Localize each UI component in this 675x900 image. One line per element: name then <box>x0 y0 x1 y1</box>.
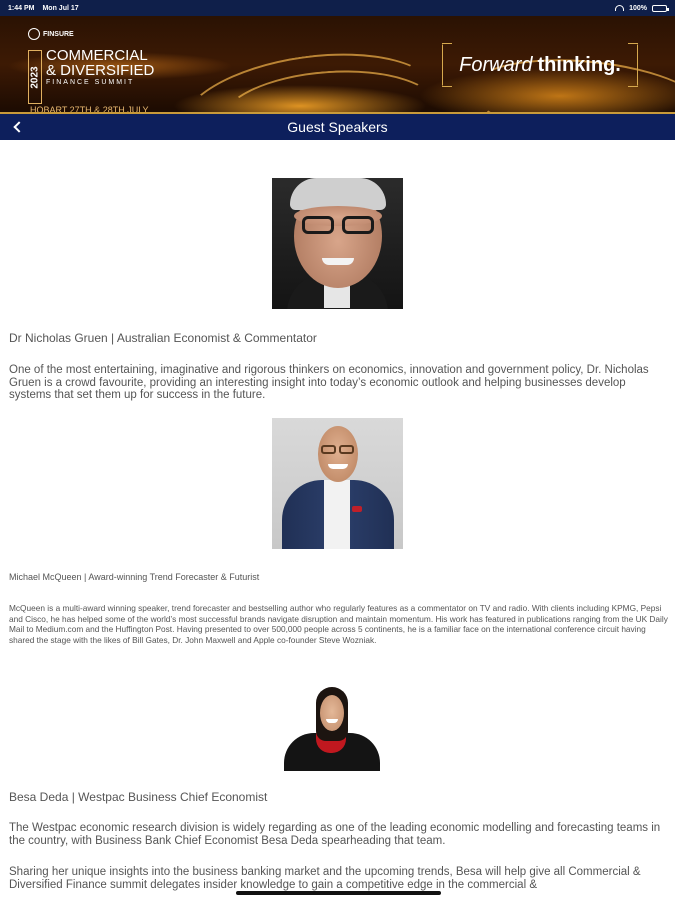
summit-title-line3: FINANCE SUMMIT <box>46 79 135 86</box>
tagline <box>442 44 638 86</box>
speaker-name: Besa Deda | Westpac Business Chief Economist <box>9 790 268 804</box>
summit-title <box>46 48 154 88</box>
chevron-left-icon <box>13 121 24 132</box>
home-indicator[interactable] <box>236 891 441 895</box>
status-right <box>615 5 667 12</box>
finsure-logo-icon <box>28 28 40 40</box>
speaker-photo-besa-deda <box>280 685 382 771</box>
tagline-light: Forward <box>459 53 533 76</box>
photo-shirt <box>324 480 350 549</box>
status-bar <box>0 0 675 16</box>
battery-icon <box>652 5 667 12</box>
speaker-bio: One of the most entertaining, imaginative and rigorous thinkers on economics, innovation and government policy, Dr. Nicholas Gruen is a crowd favourite, providing an interesting insight into today’s economic outlook and helping businesses develop systems that set them up for success in the future. <box>9 364 649 401</box>
speaker-photo-nicholas-gruen <box>272 178 403 309</box>
tagline-bold: thinking. <box>537 53 621 76</box>
photo-glasses-left <box>321 445 336 454</box>
battery-percent: 100% <box>629 4 647 12</box>
status-time: 1:44 PM <box>8 4 35 12</box>
photo-head <box>320 695 344 731</box>
photo-pocket-square <box>352 506 362 512</box>
speaker-name: Michael McQueen | Award-winning Trend Forecaster & Futurist <box>9 572 260 582</box>
status-date: Mon Jul 17 <box>42 4 79 12</box>
photo-glasses-left <box>302 216 334 234</box>
speaker-photo-michael-mcqueen <box>272 418 403 549</box>
event-banner <box>0 16 675 112</box>
photo-smile <box>322 258 354 265</box>
speaker-name: Dr Nicholas Gruen | Australian Economist & Commentator <box>9 331 317 345</box>
back-button[interactable] <box>6 116 28 138</box>
year-text: 2023 <box>29 65 41 89</box>
summit-title-line1: COMMERCIAL <box>46 47 148 64</box>
speaker-bio: McQueen is a multi-award winning speaker, trend forecaster and bestselling author who regularly features as a commentator on TV and radio. With clients including KPMG, Pepsi and Cisco, he has helped some of the world’s most successful brands navigate disruption and maintain momentum. His work has featured in publications ranging from the UK Daily Mail to Medium.com and the Huffington Post. Having presented to over 500,000 people across 5 continents, he is a familiar face on the international conference circuit having shared the stage with the likes of Bill Gates, Dr. John Maxwell and Apple co-founder Steve Wozniak. <box>9 603 668 645</box>
year-badge <box>28 50 42 104</box>
speaker-bio: The Westpac economic research division is widely regarding as one of the leading economic modelling and forecasting teams in the country, with Business Bank Chief Economist Besa Deda spearheading that team. <box>9 822 661 847</box>
photo-glasses-right <box>339 445 354 454</box>
summit-location-date: HOBART 27TH & 28TH JULY <box>30 105 149 112</box>
photo-smile <box>328 464 348 469</box>
speakers-content[interactable] <box>0 140 675 894</box>
summit-title-line2: & DIVERSIFIED <box>46 62 155 79</box>
speaker-bio-continued: Sharing her unique insights into the business banking market and the upcoming trends, Besa will help give all Commercial & Diversified Finance summit delegates insider knowledge to gain a competitive edge in the commercial & <box>9 866 641 891</box>
photo-glasses-right <box>342 216 374 234</box>
finsure-logo <box>28 28 74 40</box>
brand-name: FINSURE <box>43 30 74 38</box>
page-title: Guest Speakers <box>287 119 388 135</box>
photo-head <box>318 426 358 482</box>
wifi-icon <box>615 5 624 11</box>
nav-bar <box>0 112 675 140</box>
